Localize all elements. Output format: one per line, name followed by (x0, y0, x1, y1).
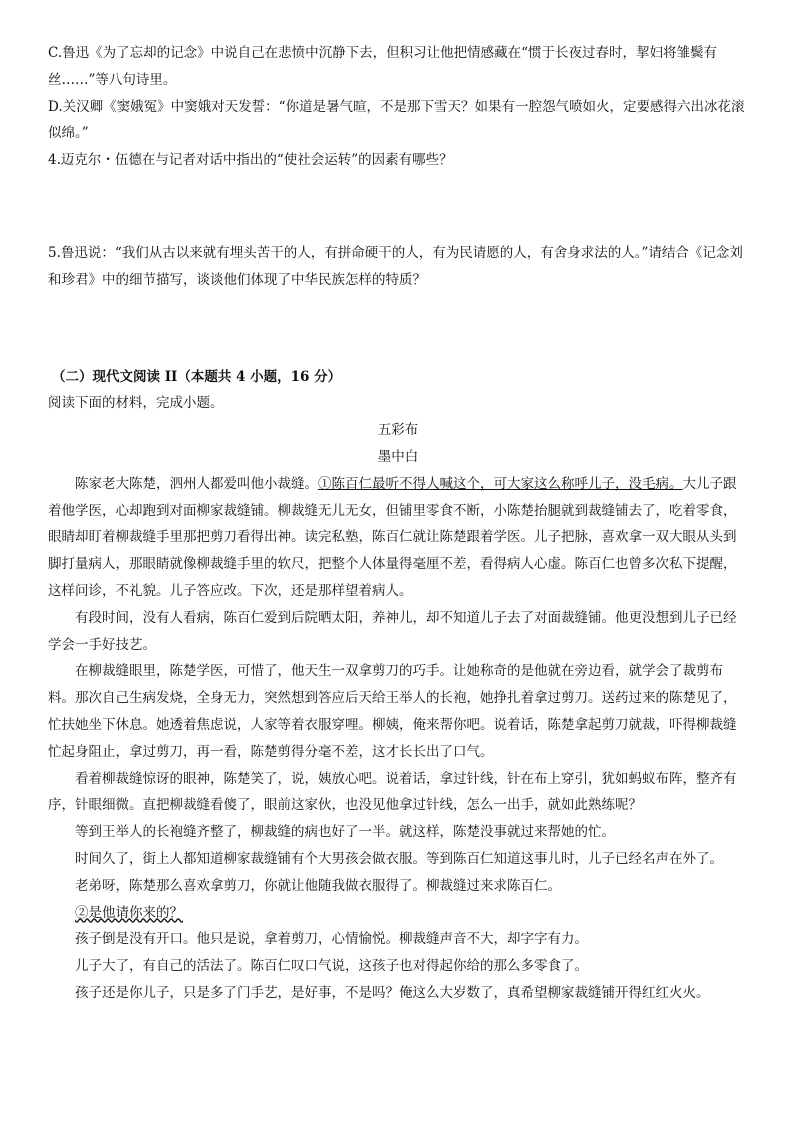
option-d: D.关汉卿《窦娥冤》中窦娥对天发誓：“你道是暑气暄，不是那下雪天？如果有一腔怨气喷如火，定要感得六出冰花滚似绵。” (48, 98, 745, 142)
story-paragraph-6: 时间久了，街上人都知道柳家裁缝铺有个大男孩会做衣服。等到陈百仁知道这事儿时，儿子已经名声在外了。 (75, 850, 723, 867)
story-paragraph-9: 孩子倒是没有开口。他只是说，拿着剪刀，心情愉悦。柳裁缝声音不大，却字字有力。 (75, 931, 588, 948)
story-paragraph-11: 孩子还是你儿子，只是多了门手艺，是好事，不是吗？俺这么大岁数了，真希望柳家裁缝铺开得红红火火。 (75, 984, 710, 1001)
story-paragraph-5: 等到王举人的长袍缝齐整了，柳裁缝的病也好了一半。就这样，陈楚没事就过来帮她的忙。 (75, 824, 615, 841)
paragraph-1-rest: 大儿子跟着他学医，心却跑到对面柳家裁缝铺。柳裁缝无儿无女，但铺里零食不断，小陈楚抬腿就到裁缝铺去了，吃着零食，眼睛却盯着柳裁缝手里那把剪刀看得出神。读完私塾，陈百仁就让陈楚跟着学医。儿子把脉，喜欢拿一双大眼从头到脚打量病人，那眼睛就像柳裁缝手里的软尺，把整个人体量得毫厘不差，看得病人心虚。陈百仁也曾多次私下提醒，这样问诊，不礼貌。儿子答应改。下次，还是那样望着病人。 (48, 475, 737, 599)
story-title: 五彩布 (377, 422, 419, 439)
story-paragraph-8 (48, 900, 748, 927)
story-paragraph-4: 看着柳裁缝惊讶的眼神，陈楚笑了，说，姨放心吧。说着话，拿过针线，针在布上穿引，犹如蚂蚁布阵，整齐有序，针眼细微。直把柳裁缝看傻了，眼前这家伙，也没见他拿过针线，怎么一出手，就如此熟练呢？ (48, 770, 737, 814)
story-paragraph-2: 有段时间，没有人看病，陈百仁爱到后院晒太阳，养神儿，却不知道儿子去了对面裁缝铺。他更没想到儿子已经学会一手好技艺。 (48, 609, 737, 653)
story-author: 墨中白 (377, 448, 419, 465)
question-4: 4.迈克尔・伍德在与记者对话中指出的“使社会运转”的因素有哪些？ (48, 152, 453, 169)
option-c: C.鲁迅《为了忘却的记念》中说自己在悲愤中沉静下去，但积习让他把情感藏在“惯于长夜过春时，挈妇将雏鬓有丝……”等八句诗里。 (48, 45, 718, 88)
answer-space-4 (48, 174, 748, 240)
story-paragraph-7: 老弟呀，陈楚那么喜欢拿剪刀，你就让他随我做衣服得了。柳裁缝过来求陈百仁。 (75, 877, 561, 894)
answer-space-5 (48, 294, 748, 364)
story-paragraph-10: 儿子大了，有自己的活法了。陈百仁叹口气说，这孩子也对得起你给的那么多零食了。 (75, 958, 588, 975)
question-5: 5.鲁迅说：“我们从古以来就有埋头苦干的人，有拼命硬干的人，有为民请愿的人，有舍身求法的人。”请结合《记念刘和珍君》中的细节描写，谈谈他们体现了中华民族怎样的特质？ (48, 244, 743, 288)
underlined-sentence-1: ①陈百仁最听不得人喊这个，可大家这么称呼儿子，没毛病。 (318, 475, 683, 492)
story-paragraph-1 (48, 471, 748, 605)
document-page (48, 40, 748, 1007)
paragraph-1-lead: 陈家老大陈楚，泗州人都爱叫他小裁缝。 (75, 475, 318, 492)
underlined-sentence-2: ②是他请你来的？ (75, 904, 183, 921)
section-instruction: 阅读下面的材料，完成小题。 (48, 395, 224, 412)
section-heading: （二）现代文阅读 II（本题共 4 小题，16 分） (52, 368, 342, 385)
story-paragraph-3: 在柳裁缝眼里，陈楚学医，可惜了，他天生一双拿剪刀的巧手。让她称奇的是他就在旁边看，就学会了裁剪布料。那次自己生病发烧，全身无力，突然想到答应后天给王举人的长袍，她挣扎着拿过剪刀。送药过来的陈楚见了，忙扶她坐下休息。她透着焦虑说，人家等着衣服穿哩。柳姨，俺来帮你吧。说着话，陈楚拿起剪刀就裁，吓得柳裁缝忙起身阻止，拿过剪刀，再一看，陈楚剪得分毫不差，这才长长出了口气。 (48, 663, 737, 760)
